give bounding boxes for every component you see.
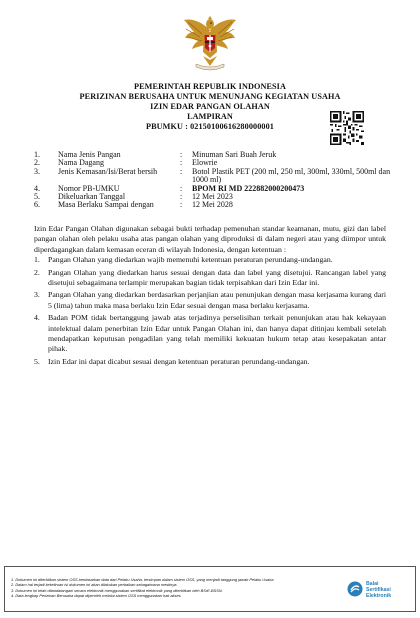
footer-note: 1. Dokumen ini diterbitkan sistem OSS berdasarkan data dari Pelaku Usaha, tersimpan dalam sistem OSS, yang menjadi tanggung jawab Pelaku Usaha [11, 577, 274, 582]
field-colon: : [180, 200, 183, 210]
provisions-list [34, 255, 386, 367]
field-colon: : [180, 150, 183, 159]
field-label: Nomor PB-UMKU [58, 183, 120, 193]
field-colon: : [180, 158, 183, 168]
header-attachment: LAMPIRAN [187, 112, 233, 121]
provision-item [34, 290, 386, 311]
provision-text: Izin Edar ini dapat dicabut sesuai dengan ketentuan peraturan perundang-undangan. [48, 356, 310, 366]
field-value: Elowrie [192, 158, 218, 168]
provision-text: Pangan Olahan yang diedarkan wajib memenuhi ketentuan peraturan perundang-undangan. [48, 255, 333, 265]
field-row [34, 168, 394, 185]
field-colon: : [180, 183, 183, 193]
bsre-badge [347, 581, 413, 601]
field-number: 4. [34, 183, 40, 193]
field-number: 3. [34, 166, 40, 176]
product-fields [34, 151, 394, 210]
provision-number: 5. [34, 356, 40, 366]
provision-number: 1. [34, 255, 40, 265]
provisions-intro: Izin Edar Pangan Olahan digunakan sebagai bukti terhadap pemenuhan standar keamanan, mutu, gizi dan label pangan olahan oleh pelaku usaha atas pangan olahan yang diproduksi di dalam negeri atau yang diimpor untuk diperdagangkan dalam kemasan eceran di wilayah Indonesia, dengan ketentuan : [34, 224, 386, 254]
footer-note: 3. Dokumen ini telah ditandatangani secara elektronik menggunakan sertifikat elektronik yang diterbitkan oleh BSrE-BSSN. [11, 587, 223, 593]
field-label: Masa Berlaku Sampai dengan [58, 200, 154, 210]
provision-item [34, 357, 386, 367]
field-number: 1. [34, 150, 40, 159]
header-government: PEMERINTAH REPUBLIK INDONESIA [134, 82, 286, 91]
bsre-name [366, 582, 391, 599]
field-label: Nama Dagang [58, 158, 104, 168]
header-permit-name: IZIN EDAR PANGAN OLAHAN [150, 102, 270, 111]
field-value: 12 Mei 2028 [192, 200, 233, 210]
provision-text: Pangan Olahan yang diedarkan berdasarkan perjanjian atau penunjukan dengan masa kerjasama kurang dari 5 (lima) tahun maka masa berlaku Izin Edar sesuai dengan masa berlaku kerjasama. [48, 290, 386, 310]
field-label: Dikeluarkan Tanggal [58, 192, 126, 202]
footer-note: 4. Data lengkap Perizinan Berusaha dapat diperoleh melalui sistem OSS menggunakan hak akses. [11, 592, 182, 598]
bsre-logo-icon [347, 581, 363, 597]
footer-notes [11, 577, 331, 598]
provision-text: Pangan Olahan yang diedarkan harus sesuai dengan data dan label yang disetujui. Rancangan label yang disetujui sebagaimana terlampir merupakan bagian tidak terpisahkan dari Izin Edar ini. [48, 267, 386, 288]
provision-text: Badan POM tidak bertanggung jawab atas terjadinya perselisihan terkait penunjukan atau hak kekayaan intelektual dalam penerbitan Izin Edar untuk Pangan Olahan ini, dan hanya dapat ditinjau kembali setelah mendapatkan keputusan pengadilan yang telah memiliki kekuatan hukum tetap atau kesepakatan antar pihak. [48, 313, 386, 354]
field-row [34, 201, 394, 209]
provision-item [34, 268, 386, 289]
field-number: 5. [34, 192, 40, 202]
provision-item [34, 255, 386, 265]
field-colon: : [180, 166, 183, 176]
header-permit-type: PERIZINAN BERUSAHA UNTUK MENUNJANG KEGIATAN USAHA [79, 92, 341, 101]
provision-number: 3. [34, 290, 40, 300]
header-pbumku: PBUMKU : 02150100616280000001 [146, 122, 274, 131]
field-value: 12 Mei 2023 [192, 192, 233, 202]
field-number: 6. [34, 200, 40, 210]
field-colon: : [180, 192, 183, 202]
footer-note: 2. Dalam hal terjadi kekeliruan isi dokumen ini akan dilakukan perbaikan sebagaimana mestinya. [11, 582, 178, 588]
field-value: Botol Plastik PET (200 ml, 250 ml, 300ml, 330ml, 500ml dan 1000 ml) [192, 166, 391, 185]
provision-number: 2. [34, 267, 40, 277]
provision-item [34, 313, 386, 355]
field-value: Minuman Sari Buah Jeruk [192, 150, 277, 159]
field-label: Nama Jenis Pangan [58, 150, 121, 159]
bsre-line3: Elektronik [366, 592, 392, 599]
bsre-line2: Sertifikasi [366, 586, 391, 593]
field-value: BPOM RI MD 222882000200473 [192, 183, 305, 193]
bsre-line1: Balai [366, 581, 379, 587]
document-footer [4, 566, 416, 612]
provision-number: 4. [34, 313, 40, 323]
document-body [34, 224, 386, 369]
qr-code-icon [330, 111, 364, 145]
garuda-emblem-icon [180, 12, 240, 74]
field-number: 2. [34, 158, 40, 168]
field-label: Jenis Kemasan/Isi/Berat bersih [58, 166, 158, 176]
